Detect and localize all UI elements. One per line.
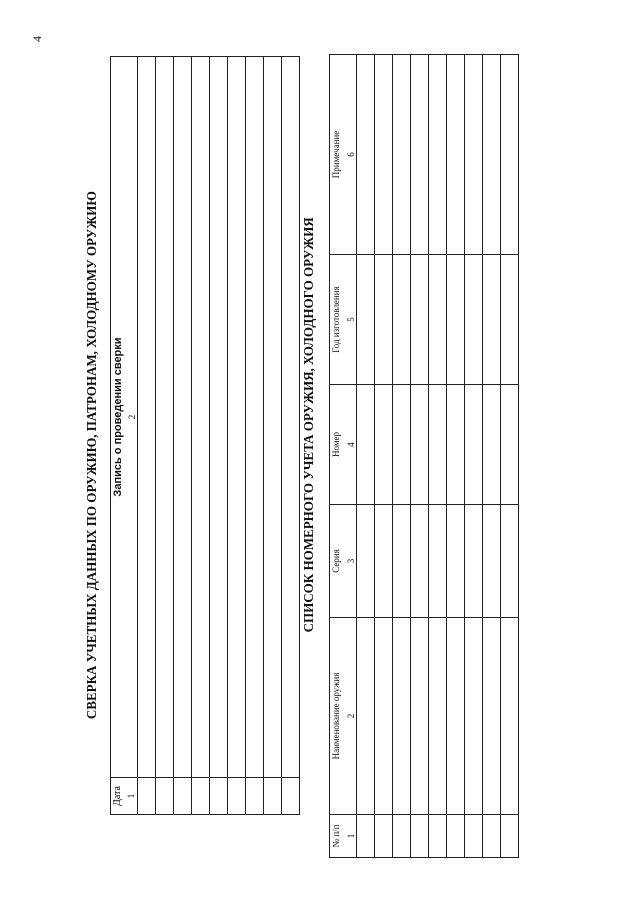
header-date: [111, 778, 138, 815]
header-weapon-name: [330, 618, 357, 815]
table-row: [375, 55, 393, 858]
header-note-number: 6: [346, 152, 356, 157]
table-cell: [483, 385, 501, 505]
table-cell: [210, 778, 228, 815]
table-cell: [393, 255, 411, 385]
table-row: [192, 57, 210, 815]
table-row: [465, 55, 483, 858]
table-cell: [483, 815, 501, 858]
table-cell: [357, 505, 375, 618]
table-cell: [501, 815, 519, 858]
table-row: [174, 57, 192, 815]
table-cell: [501, 385, 519, 505]
table-cell: [138, 778, 156, 815]
table-cell: [501, 505, 519, 618]
weapons-list-title: [302, 35, 318, 815]
table-cell: [282, 57, 300, 778]
header-date-label: Дата: [112, 786, 123, 806]
table-cell: [447, 385, 465, 505]
table-cell: [429, 255, 447, 385]
table-row: [282, 57, 300, 815]
table-cell: [375, 815, 393, 858]
table-cell: [375, 255, 393, 385]
table-cell: [411, 385, 429, 505]
header-index-number: 1: [346, 833, 356, 839]
table-row: [357, 55, 375, 858]
table-cell: [174, 778, 192, 815]
table-cell: [156, 778, 174, 815]
table-cell: [465, 385, 483, 505]
header-record-label: Запись о проведении сверки: [112, 337, 124, 497]
table-cell: [357, 815, 375, 858]
header-series-number: 3: [346, 558, 356, 564]
table-cell: [264, 778, 282, 815]
table-cell: [156, 57, 174, 778]
table-cell: [483, 618, 501, 815]
header-number-label: Номер: [331, 431, 341, 458]
table-cell: [393, 55, 411, 255]
table-row: [210, 57, 228, 815]
reconciliation-header-row: [111, 57, 138, 815]
table-cell: [465, 505, 483, 618]
table-row: [228, 57, 246, 815]
table-cell: [282, 778, 300, 815]
header-year-number: 5: [346, 317, 356, 322]
table-cell: [465, 815, 483, 858]
table-row: [447, 55, 465, 858]
header-weapon-name-number: 2: [346, 713, 356, 719]
table-cell: [393, 815, 411, 858]
table-row: [411, 55, 429, 858]
header-series: [330, 505, 357, 618]
reconciliation-table: [110, 56, 300, 815]
header-number-number: 4: [346, 442, 356, 447]
table-cell: [411, 815, 429, 858]
table-cell: [192, 778, 210, 815]
table-cell: [393, 618, 411, 815]
header-index-label: № п/п: [331, 824, 341, 848]
table-cell: [483, 255, 501, 385]
weapons-list-table: [329, 54, 519, 858]
table-cell: [501, 55, 519, 255]
table-cell: [375, 385, 393, 505]
table-cell: [393, 385, 411, 505]
table-cell: [375, 505, 393, 618]
header-note-label: Примечание: [331, 130, 341, 179]
table-cell: [447, 255, 465, 385]
table-cell: [465, 618, 483, 815]
table-row: [483, 55, 501, 858]
table-cell: [246, 57, 264, 778]
table-cell: [447, 505, 465, 618]
table-cell: [447, 618, 465, 815]
header-year-label: Год изготовления: [331, 286, 341, 353]
table-cell: [465, 255, 483, 385]
table-cell: [192, 57, 210, 778]
table-cell: [447, 815, 465, 858]
table-row: [429, 55, 447, 858]
table-cell: [429, 385, 447, 505]
table-cell: [357, 55, 375, 255]
table-cell: [501, 618, 519, 815]
header-series-label: Серия: [331, 549, 341, 573]
header-number: [330, 385, 357, 505]
table-cell: [465, 55, 483, 255]
table-cell: [411, 55, 429, 255]
table-cell: [411, 618, 429, 815]
table-cell: [483, 55, 501, 255]
table-cell: [210, 57, 228, 778]
table-cell: [429, 618, 447, 815]
table-cell: [357, 385, 375, 505]
table-cell: [375, 55, 393, 255]
header-index: [330, 815, 357, 858]
table-cell: [138, 57, 156, 778]
table-row: [138, 57, 156, 815]
table-cell: [411, 255, 429, 385]
reconciliation-title-text: СВЕРКА УЧЕТНЫХ ДАННЫХ ПО ОРУЖИЮ, ПАТРОНАМ, ХОЛОДНОМУ ОРУЖИЮ: [85, 190, 100, 720]
weapons-list-title-text: СПИСОК НОМЕРНОГО УЧЕТА ОРУЖИЯ, ХОЛОДНОГО ОРУЖИЯ: [302, 217, 317, 633]
table-cell: [228, 57, 246, 778]
table-row: [246, 57, 264, 815]
reconciliation-title: [85, 95, 101, 815]
table-cell: [228, 778, 246, 815]
header-weapon-name-label: Наименование оружия: [331, 672, 341, 760]
table-cell: [246, 778, 264, 815]
table-row: [156, 57, 174, 815]
table-cell: [375, 618, 393, 815]
weapons-header-row: [330, 55, 357, 858]
table-cell: [483, 505, 501, 618]
table-cell: [429, 55, 447, 255]
table-cell: [357, 618, 375, 815]
table-cell: [429, 815, 447, 858]
table-cell: [357, 255, 375, 385]
table-cell: [429, 505, 447, 618]
header-note: [330, 55, 357, 255]
header-year: [330, 255, 357, 385]
table-row: [393, 55, 411, 858]
table-cell: [501, 255, 519, 385]
page-number: 4: [30, 36, 44, 42]
table-row: [501, 55, 519, 858]
table-row: [264, 57, 282, 815]
table-cell: [393, 505, 411, 618]
header-record: [111, 57, 138, 778]
table-cell: [411, 505, 429, 618]
header-date-number: 1: [126, 793, 136, 799]
table-cell: [264, 57, 282, 778]
table-cell: [447, 55, 465, 255]
table-cell: [174, 57, 192, 778]
header-record-number: 2: [127, 414, 137, 420]
